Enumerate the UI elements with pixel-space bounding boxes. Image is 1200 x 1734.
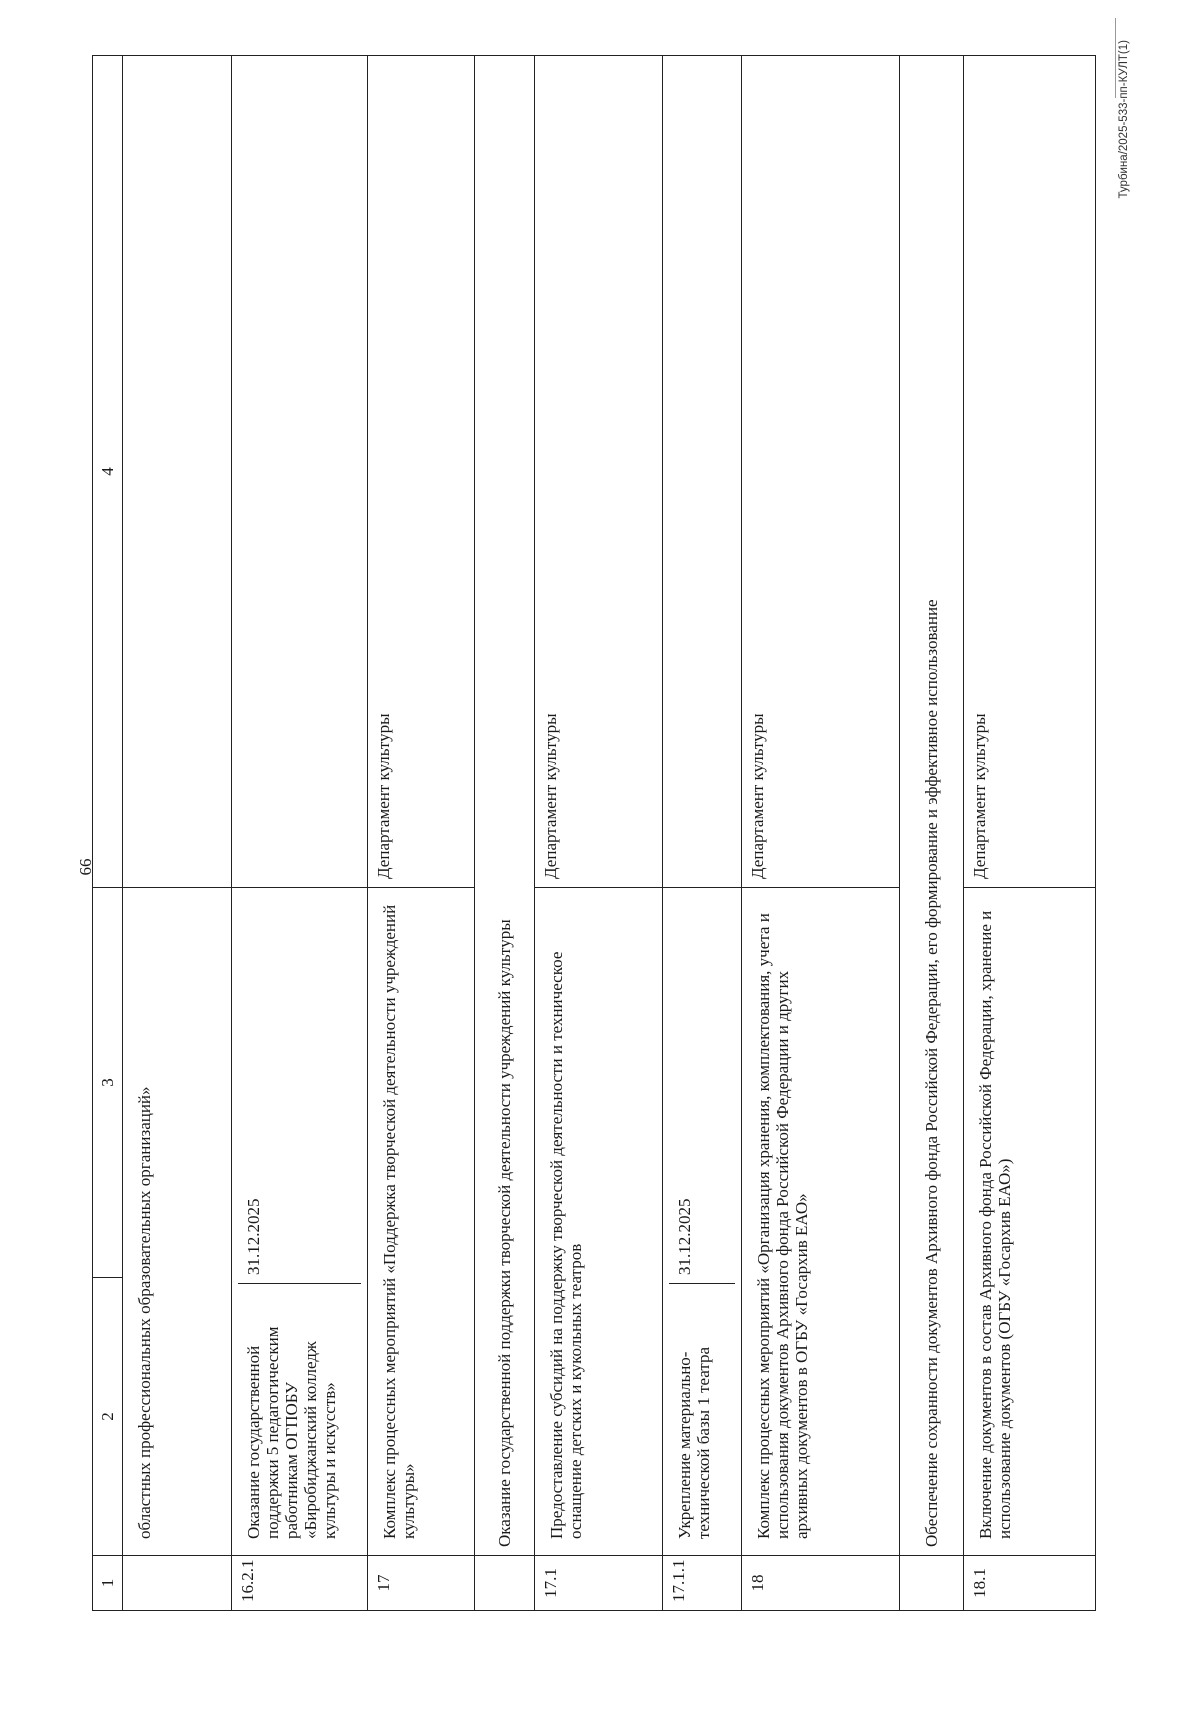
measure-cell [663, 888, 742, 1556]
responsible-executor [232, 56, 368, 888]
header-cell: 2 [93, 1278, 123, 1556]
measure-name: Включение документов в состав Архивного фонда Российской Федерации, хранение и использование документов (ОГБУ «Госархив ЕАО») [976, 910, 1015, 1539]
measures-table [92, 55, 1096, 1611]
row-number [900, 1556, 964, 1611]
table-row [123, 56, 232, 1611]
table-row [742, 56, 900, 1611]
row-number: 16.2.1 [232, 1556, 368, 1611]
table-row [535, 56, 663, 1611]
measure-name: областных профессиональных образовательных организаций» [135, 1086, 155, 1539]
responsible-executor [663, 56, 742, 888]
measure-name: Комплекс процессных мероприятий «Организация хранения, комплектования, учета и использования документов Архивного фонда Российской Федерации и других архивных документов в ОГБУ «Госархив ЕАО» [754, 913, 812, 1539]
scan-mark [1115, 18, 1116, 98]
row-number [123, 1556, 232, 1611]
measure-cell [742, 888, 900, 1556]
measure-name: Предоставление субсидий на поддержку творческой деятельности и техническое оснащение детских и кукольных театров [547, 951, 586, 1539]
responsible-executor: Департамент культуры [535, 56, 663, 888]
measure-cell [368, 888, 475, 1556]
row-number [475, 1556, 535, 1611]
table-row [475, 56, 535, 1611]
measure-cell [964, 888, 1096, 1556]
section-heading-cell: Обеспечение сохранности документов Архивного фонда Российской Федерации, его формирование и эффективное использование [900, 56, 964, 1556]
table-row [368, 56, 475, 1611]
row-number: 17.1.1 [663, 1556, 742, 1611]
measure-name: Комплекс процессных мероприятий «Поддержка творческой деятельности учреждений культуры» [380, 904, 419, 1539]
header-cell: 1 [93, 1556, 123, 1611]
row-number: 18 [742, 1556, 900, 1611]
measure-cell [123, 888, 232, 1556]
row-number: 17.1 [535, 1556, 663, 1611]
measure-cell [535, 888, 663, 1556]
row-number: 18.1 [964, 1556, 1096, 1611]
row-number: 17 [368, 1556, 475, 1611]
measure-cell [232, 888, 368, 1556]
page-number: 66 [76, 858, 95, 876]
header-cell: 3 [93, 888, 123, 1278]
responsible-executor [123, 56, 232, 888]
measure-name: Укрепление материально-технической базы 1 театра [669, 1283, 735, 1547]
table-row [663, 56, 742, 1611]
section-heading-cell: Оказание государственной поддержки творческой деятельности учреждений культуры [475, 56, 535, 1556]
responsible-executor: Департамент культуры [742, 56, 900, 888]
deadline: 31.12.2025 [675, 1198, 695, 1275]
responsible-executor: Департамент культуры [964, 56, 1096, 888]
footer-document-code: Турбина/2025-533-пп-КУЛТ(1) [1118, 40, 1130, 199]
deadline: 31.12.2025 [244, 1198, 264, 1275]
table-header-row [93, 56, 123, 1611]
table-row [964, 56, 1096, 1611]
table-row [232, 56, 368, 1611]
measure-name: Оказание государственной поддержки 5 педагогическим работникам ОГПОБУ «Биробиджанский колледж культуры и искусств» [238, 1283, 361, 1547]
header-cell: 4 [93, 56, 123, 888]
responsible-executor: Департамент культуры [368, 56, 475, 888]
table-row [900, 56, 964, 1611]
